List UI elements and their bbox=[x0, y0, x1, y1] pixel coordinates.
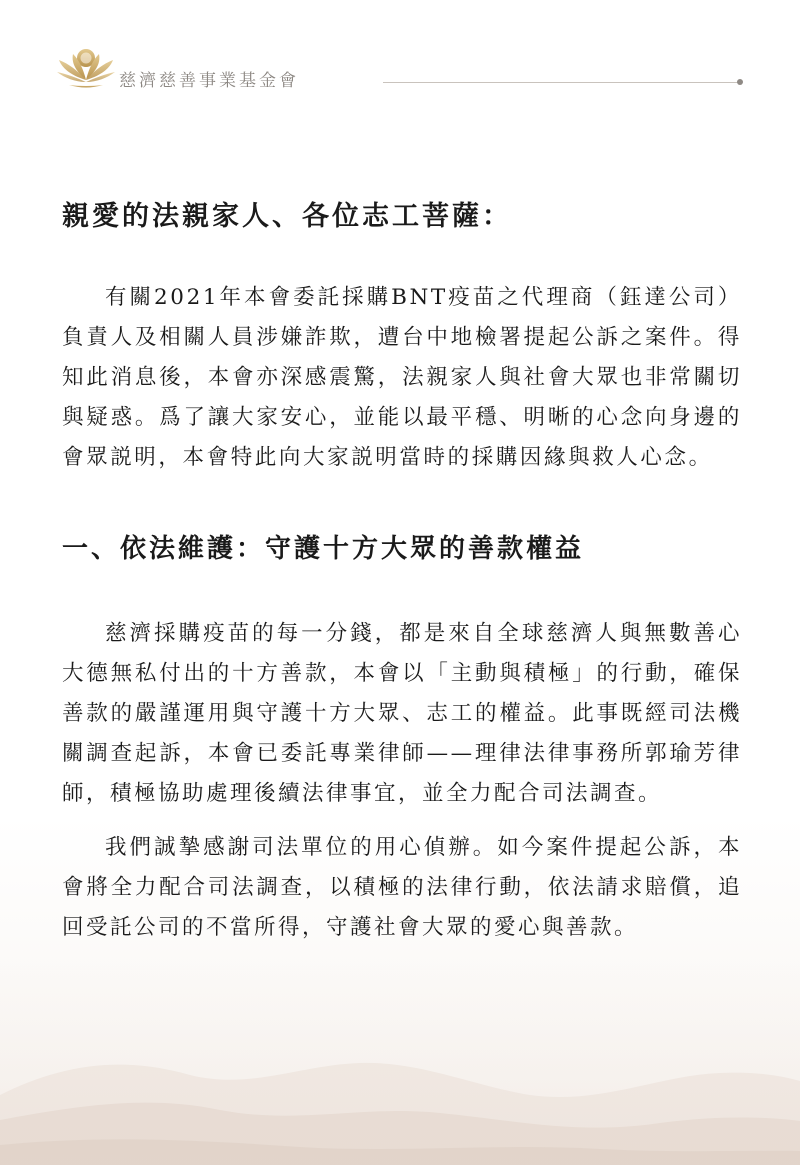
section-paragraph-1: 慈濟採購疫苗的每一分錢，都是來自全球慈濟人與無數善心大德無私付出的十方善款，本會以「主動與積極」的行動，確保善款的嚴謹運用與守護十方大眾、志工的權益。此事既經司法機關調查起訴，本會已委託專業律師——理律法律事務所郭瑜芳律師，積極協助處理後續法律事宜，並全力配合司法調查。 bbox=[62, 621, 742, 806]
mountain-background-decoration bbox=[0, 945, 800, 1165]
header-divider bbox=[383, 82, 738, 83]
lotus-ship-logo-icon bbox=[55, 38, 117, 90]
greeting-heading: 親愛的法親家人、各位志工菩薩： bbox=[62, 201, 512, 232]
page-header bbox=[55, 38, 755, 98]
letter-body bbox=[62, 190, 742, 948]
section-heading: 一、依法維護：守護十方大眾的善款權益 bbox=[62, 534, 585, 564]
organization-name: 慈濟慈善事業基金會 bbox=[119, 71, 299, 91]
section-paragraph-2: 我們誠摯感謝司法單位的用心偵辦。如今案件提起公訴，本會將全力配合司法調查，以積極的法律行動，依法請求賠償，追回受託公司的不當所得，守護社會大眾的愛心與善款。 bbox=[62, 835, 742, 940]
intro-paragraph: 有關2021年本會委託採購BNT疫苗之代理商（鈺達公司）負責人及相關人員涉嫌詐欺，遭台中地檢署提起公訴之案件。得知此消息後，本會亦深感震驚，法親家人與社會大眾也非常關切與疑惑。爲了讓大家安心，並能以最平穩、明晰的心念向身邊的會眾説明，本會特此向大家説明當時的採購因緣與救人心念。 bbox=[62, 285, 742, 470]
header-divider-dot bbox=[737, 79, 743, 85]
